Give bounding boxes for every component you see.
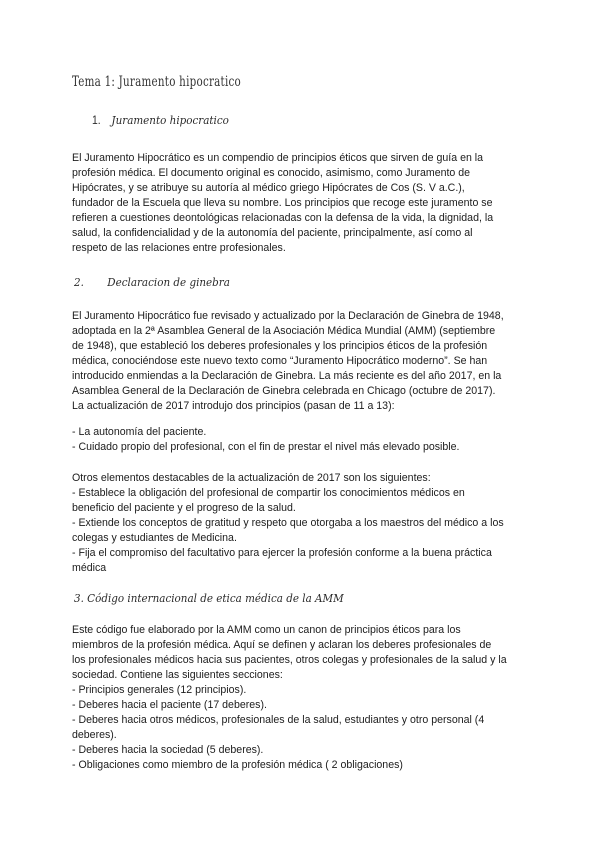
text-line: - Extiende los conceptos de gratitud y respeto que otorgaba a los maestros del médico a los [72,517,504,529]
text-line: La actualización de 2017 introdujo dos principios (pasan de 11 a 13): [72,400,395,412]
section-2-number: 2. [74,275,84,289]
text-line: El Juramento Hipocrático fue revisado y actualizado por la Declaración de Ginebra de 1948, [72,310,504,322]
section-2-heading [74,275,230,289]
text-line: Otros elementos destacables de la actualización de 2017 son los siguientes: [72,472,431,484]
text-line: médica, conociéndose este nuevo texto como “Juramento Hipocrático moderno”. Se han [72,355,488,367]
section-1-paragraph [72,151,532,256]
text-line: adoptada en la 2ª Asamblea General de la Asociación Médica Mundial (AMM) (septiembre [72,325,496,337]
text-line: Hipócrates, y se atribuye su autoría al médico griego Hipócrates de Cos (S. V a.C.), [72,182,465,194]
text-line: salud, la confidencialidad y de la autonomía del paciente, principalmente, así como al [72,227,473,239]
text-line: - Deberes hacia otros médicos, profesionales de la salud, estudiantes y otro personal (4 [72,714,485,726]
text-line: sociedad. Contiene las siguientes secciones: [72,669,283,681]
text-line: fundador de la Escuela que lleva su nombre. Los principios que recoge este juramento se [72,197,493,209]
text-line: - Fija el compromiso del facultativo para ejercer la profesión conforme a la buena práctica [72,547,492,559]
text-line: - Deberes hacia el paciente (17 deberes). [72,699,267,711]
section-2-list [72,425,532,455]
section-1-title: Juramento hipocratico [111,113,229,127]
section-1-heading [92,113,229,127]
text-line: - Deberes hacia la sociedad (5 deberes). [72,744,264,756]
text-line: médica [72,562,107,574]
section-3-heading: 3. Código internacional de etica médica de la AMM [74,591,344,605]
text-line: introducido enmiendas a la Declaración de Ginebra. La más reciente es del año 2017, en la [72,370,502,382]
text-line: El Juramento Hipocrático es un compendio de principios éticos que sirven de guía en la [72,152,484,164]
text-line: colegas y estudiantes de Medicina. [72,532,237,544]
text-line: de 1948), que estableció los deberes profesionales y los principios éticos de la profesión [72,340,488,352]
text-line: deberes). [72,729,117,741]
text-line: Este código fue elaborado por la AMM como un canon de principios éticos para los [72,624,461,636]
text-line: - Cuidado propio del profesional, con el fin de prestar el nivel más elevado posible. [72,441,460,453]
text-line: - Establece la obligación del profesional de compartir los conocimientos médicos en [72,487,465,499]
text-line: - Obligaciones como miembro de la profesión médica ( 2 obligaciones) [72,759,403,771]
text-line: respeto de las relaciones entre profesionales. [72,242,286,254]
section-2-paragraph-1 [72,309,532,414]
section-2-title: Declaracion de ginebra [107,275,230,289]
text-line: - La autonomía del paciente. [72,426,207,438]
text-line: profesión médica. El documento original es conocido, asimismo, como Juramento de [72,167,471,179]
section-2-paragraph-2 [72,471,532,576]
text-line: Asamblea General de la Declaración de Ginebra celebrada en Chicago (octubre de 2017). [72,385,496,397]
text-line: beneficio del paciente y el progreso de la salud. [72,502,296,514]
text-line: miembros de la profesión médica. Aquí se definen y aclaran los deberes profesionales de [72,639,492,651]
text-line: los profesionales médicos hacia sus pacientes, otros colegas y profesionales de la salud y la [72,654,507,666]
document-title: Tema 1: Juramento hipocratico [72,74,241,90]
text-line: refieren a cuestiones deontológicas relacionadas con la defensa de la vida, la dignidad, la [72,212,494,224]
section-3-paragraph [72,623,532,773]
section-1-number: 1. [92,115,101,127]
text-line: - Principios generales (12 principios). [72,684,247,696]
